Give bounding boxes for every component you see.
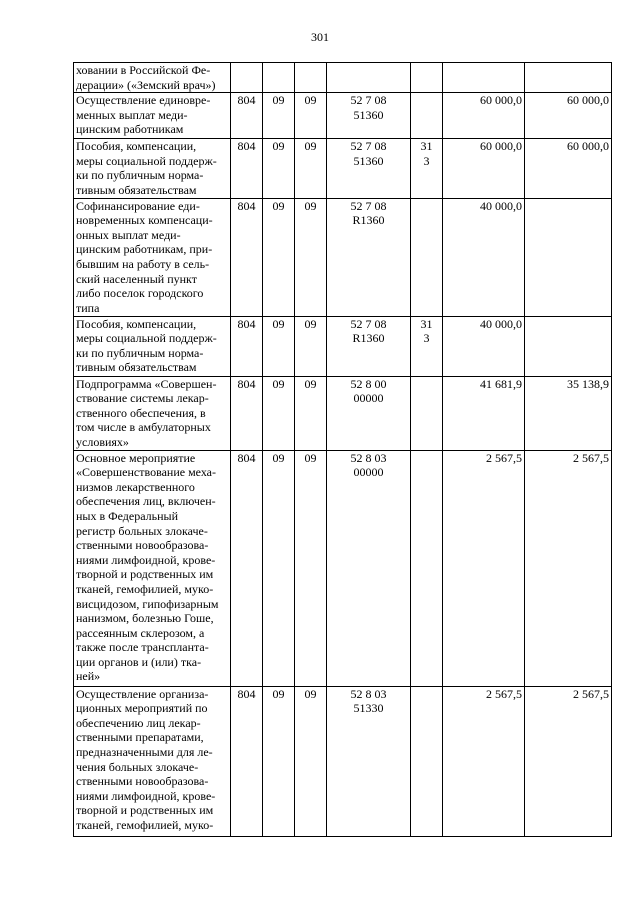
- ministry-code-cell: 804: [231, 139, 263, 198]
- target-article-cell: 52 8 03 00000: [327, 450, 411, 686]
- section-code-cell: 09: [263, 376, 295, 450]
- amount-year2-cell: [525, 63, 612, 93]
- subsection-code-cell: 09: [295, 316, 327, 376]
- ministry-code-cell: 804: [231, 686, 263, 836]
- amount-year2-cell: 35 138,9: [525, 376, 612, 450]
- item-name-cell: Подпрограмма «Совершен- ствование системы лекар- ственного обеспечения, в том числе в амбулаторных условиях»: [74, 376, 231, 450]
- amount-year1-cell: 60 000,0: [443, 93, 525, 139]
- section-code-cell: 09: [263, 316, 295, 376]
- table-row: [74, 93, 612, 139]
- section-code-cell: [263, 63, 295, 93]
- ministry-code-cell: 804: [231, 316, 263, 376]
- section-code-cell: 09: [263, 450, 295, 686]
- item-name-cell: Основное мероприятие «Совершенствование меха- низмов лекарственного обеспечения лиц, включен- ных в Федеральный регистр больных злокаче- ственными новообразова- ниями лимфоидной, крове- творной и родственных им тканей, гемофилией, муко- висцидозом, гипофизарным нанизмом, болезнью Гоше, рассеянным склерозом, а также после транспланта- ции органов и (или) тка- ней»: [74, 450, 231, 686]
- section-code-cell: 09: [263, 686, 295, 836]
- subsection-code-cell: 09: [295, 376, 327, 450]
- expense-type-cell: 31 3: [411, 139, 443, 198]
- amount-year1-cell: 60 000,0: [443, 139, 525, 198]
- item-name-cell: Софинансирование еди- новременных компенсаци- онных выплат меди- цинским работникам, при- бывшим на работу в сель- ский населенный пункт либо поселок городского типа: [74, 198, 231, 316]
- amount-year2-cell: 2 567,5: [525, 450, 612, 686]
- target-article-cell: 52 8 03 51330: [327, 686, 411, 836]
- amount-year2-cell: [525, 316, 612, 376]
- table-row: [74, 450, 612, 686]
- amount-year2-cell: [525, 198, 612, 316]
- amount-year1-cell: 40 000,0: [443, 316, 525, 376]
- subsection-code-cell: 09: [295, 198, 327, 316]
- table-row: [74, 376, 612, 450]
- ministry-code-cell: 804: [231, 198, 263, 316]
- target-article-cell: [327, 63, 411, 93]
- amount-year2-cell: 60 000,0: [525, 93, 612, 139]
- expense-type-cell: [411, 93, 443, 139]
- amount-year1-cell: 2 567,5: [443, 686, 525, 836]
- item-name-cell: ховании в Российской Фе- дерации» («Земский врач»): [74, 63, 231, 93]
- table-row: [74, 686, 612, 836]
- target-article-cell: 52 7 08 R1360: [327, 316, 411, 376]
- table-row: [74, 316, 612, 376]
- budget-table: [73, 62, 612, 837]
- amount-year1-cell: 2 567,5: [443, 450, 525, 686]
- expense-type-cell: [411, 686, 443, 836]
- table-row: [74, 139, 612, 198]
- ministry-code-cell: 804: [231, 376, 263, 450]
- amount-year2-cell: 60 000,0: [525, 139, 612, 198]
- expense-type-cell: 31 3: [411, 316, 443, 376]
- expense-type-cell: [411, 63, 443, 93]
- expense-type-cell: [411, 198, 443, 316]
- page-number: 301: [311, 30, 329, 44]
- ministry-code-cell: 804: [231, 93, 263, 139]
- amount-year2-cell: 2 567,5: [525, 686, 612, 836]
- subsection-code-cell: 09: [295, 686, 327, 836]
- target-article-cell: 52 7 08 R1360: [327, 198, 411, 316]
- subsection-code-cell: [295, 63, 327, 93]
- target-article-cell: 52 8 00 00000: [327, 376, 411, 450]
- section-code-cell: 09: [263, 139, 295, 198]
- amount-year1-cell: [443, 63, 525, 93]
- amount-year1-cell: 40 000,0: [443, 198, 525, 316]
- ministry-code-cell: 804: [231, 450, 263, 686]
- expense-type-cell: [411, 376, 443, 450]
- ministry-code-cell: [231, 63, 263, 93]
- subsection-code-cell: 09: [295, 139, 327, 198]
- target-article-cell: 52 7 08 51360: [327, 93, 411, 139]
- table-row: [74, 198, 612, 316]
- subsection-code-cell: 09: [295, 450, 327, 686]
- table-row: [74, 63, 612, 93]
- section-code-cell: 09: [263, 93, 295, 139]
- item-name-cell: Пособия, компенсации, меры социальной поддерж- ки по публичным норма- тивным обязательствам: [74, 139, 231, 198]
- item-name-cell: Осуществление организа- ционных мероприятий по обеспечению лиц лекар- ственными препаратами, предназначенными для ле- чения больных злокаче- ственными новообразова- ниями лимфоидной, крове- творной и родственных им тканей, гемофилией, муко-: [74, 686, 231, 836]
- amount-year1-cell: 41 681,9: [443, 376, 525, 450]
- budget-table-body: [74, 63, 612, 837]
- item-name-cell: Пособия, компенсации, меры социальной поддерж- ки по публичным норма- тивным обязательствам: [74, 316, 231, 376]
- target-article-cell: 52 7 08 51360: [327, 139, 411, 198]
- section-code-cell: 09: [263, 198, 295, 316]
- expense-type-cell: [411, 450, 443, 686]
- item-name-cell: Осуществление единовре- менных выплат меди- цинским работникам: [74, 93, 231, 139]
- subsection-code-cell: 09: [295, 93, 327, 139]
